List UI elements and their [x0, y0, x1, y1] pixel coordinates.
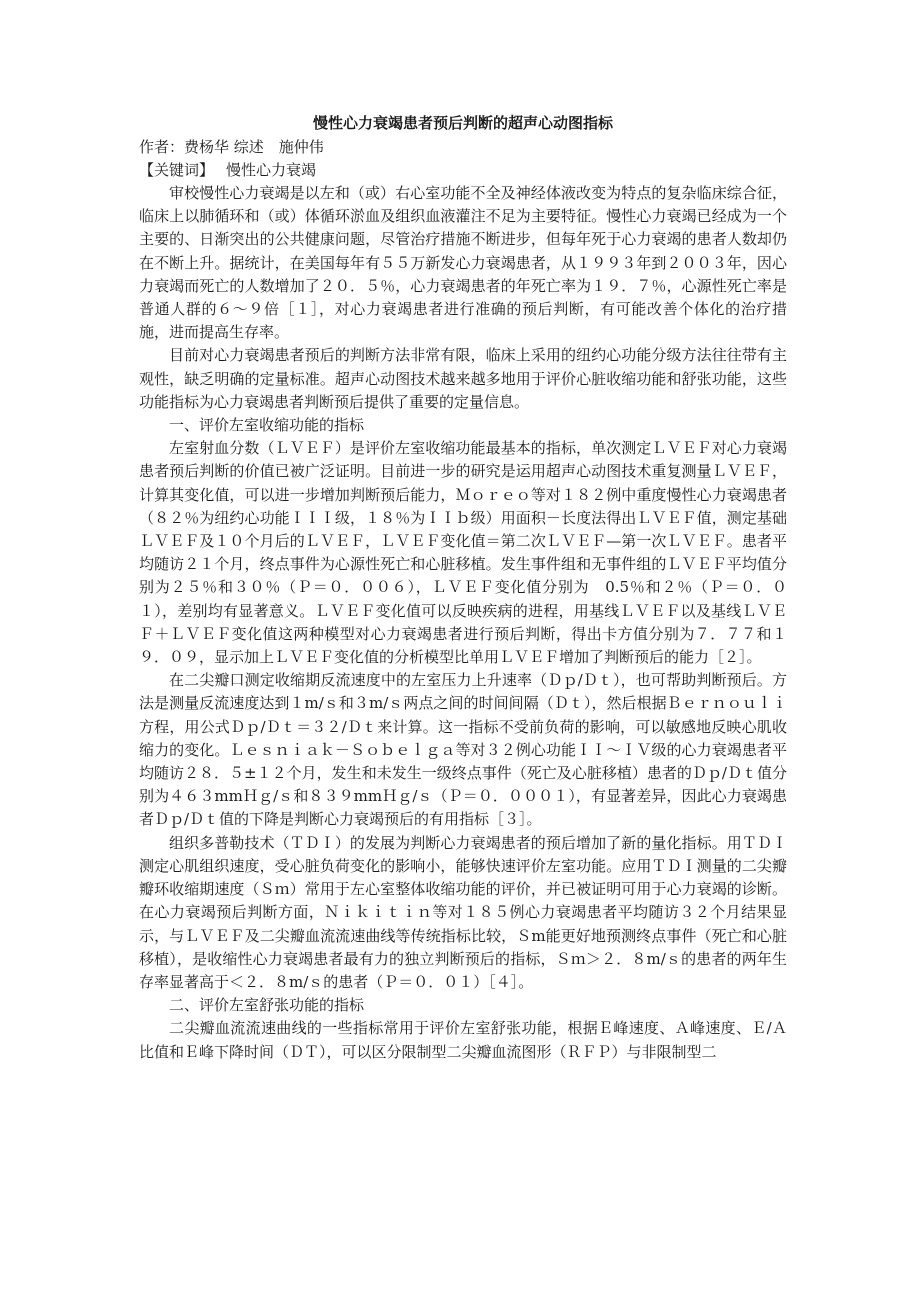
authors-label: 作者： — [139, 138, 185, 156]
keywords-line — [139, 159, 787, 182]
authors-line — [139, 136, 787, 159]
paragraph: 组织多普勒技术（ＴＤＩ）的发展为判断心力衰竭患者的预后增加了新的量化指标。用ＴＤＩ测定心肌组织速度，受心脏负荷变化的影响小，能够快速评价左室功能。应用ＴＤＩ测量的二尖瓣瓣环收缩期速度（Ｓｍ）常用于左心室整体收缩功能的评价，并已被证明可用于心力衰竭的诊断。在心力衰竭预后判断方面，Ｎｉｋｉｔｉｎ等对１８５例心力衰竭患者平均随访３２个月结果显示，与ＬＶＥＦ及二尖瓣血流流速曲线等传统指标比较，Ｓm能更好地预测终点事件（死亡和心脏移植），是收缩性心力衰竭患者最有力的独立判断预后的指标，Ｓｍ＞２．８m/ｓ的患者的两年生存率显著高于＜２．８m/ｓ的患者（Ｐ＝０．０１）［４］。 — [139, 833, 787, 991]
document-title: 慢性心力衰竭患者预后判断的超声心动图指标 — [312, 114, 613, 132]
paragraph: 在二尖瓣口测定收缩期反流速度中的左室压力上升速率（Ｄｐ/Ｄｔ），也可帮助判断预后。方法是测量反流速度达到１m/ｓ和３m/ｓ两点之间的时间间隔（Ｄｔ），然后根据Ｂｅｒｎｏｕｌｉ方程，用公式Ｄｐ/Ｄｔ＝３２/Ｄｔ来计算。这一指标不受前负荷的影响，可以敏感地反映心肌收缩力的变化。Ｌｅｓｎｉａｋ－Ｓｏｂｅｌｇａ等对３２例心功能ＩＩ～ＩＶ级的心力衰竭患者平均随访２８．５±１２个月，发生和未发生一级终点事件（死亡及心脏移植）患者的Ｄｐ/Ｄｔ值分别为４６３mmＨｇ/ｓ和８３９mmＨｇ/ｓ（Ｐ＝０．０００１），有显著差异，因此心力衰竭患者Ｄｐ/Ｄｔ值的下降是判断心力衰竭预后的有用指标［３］。 — [139, 671, 787, 829]
document-page — [139, 110, 787, 1064]
paragraph: 目前对心力衰竭患者预后的判断方法非常有限，临床上采用的纽约心功能分级方法往往带有主观性，缺乏明确的定量标准。超声心动图技术越来越多地用于评价心脏收缩功能和舒张功能，这些功能指标为心力衰竭患者判断预后提供了重要的定量信息。 — [139, 346, 787, 411]
keywords-label: 【关键词】 — [139, 161, 215, 179]
section-heading: 一、评价左室收缩功能的指标 — [169, 416, 365, 435]
authors: 费杨华 综述 施仲伟 — [184, 138, 324, 156]
paragraph: 左室射血分数（ＬＶＥＦ）是评价左室收缩功能最基本的指标，单次测定ＬＶＥＦ对心力衰竭患者预后判断的价值已被广泛证明。目前进一步的研究是运用超声心动图技术重复测量ＬＶＥＦ，计算其变化值，可以进一步增加判断预后能力，Ｍｏｒｅｏ等对１８２例中重度慢性心力衰竭患者（８２％为纽约心功能ＩＩＩ级，１８％为ＩＩｂ级）用面积－长度法得出ＬＶＥＦ值，测定基础ＬＶＥＦ及１０个月后的ＬＶＥＦ，ＬＶＥＦ变化值＝第二次ＬＶＥＦ—第一次ＬＶＥＦ。患者平均随访２１个月，终点事件为心源性死亡和心脏移植。发生事件组和无事件组的ＬＶＥＦ平均值分别为２５％和３０％（Ｐ＝０．００６），ＬＶＥＦ变化值分别为 0.5％和２％（Ｐ＝０．０１），差别均有显著意义。ＬＶＥＦ变化值可以反映疾病的进程，用基线ＬＶＥＦ以及基线ＬＶＥＦ＋ＬＶＥＦ变化值这两种模型对心力衰竭患者进行预后判断，得出卡方值分别为７．７７和１９．０９，显示加上ＬＶＥＦ变化值的分析模型比单用ＬＶＥＦ增加了判断预后的能力［２］。 — [139, 439, 787, 667]
keywords: 慢性心力衰竭 — [226, 161, 317, 179]
paragraph: 审校慢性心力衰竭是以左和（或）右心室功能不全及神经体液改变为特点的复杂临床综合征，临床上以肺循环和（或）体循环淤血及组织血液灌注不足为主要特征。慢性心力衰竭已经成为一个主要的、日渐突出的公共健康问题，尽管治疗措施不断进步，但每年死于心力衰竭的患者人数却仍在不断上升。据统计，在美国每年有５５万新发心力衰竭患者，从１９９３年到２００３年，因心力衰竭而死亡的人数增加了２０．５％，心力衰竭患者的年死亡率为１９．７％，心源性死亡率是普通人群的６～９倍［１］，对心力衰竭患者进行准确的预后判断，有可能改善个体化的治疗措施，进而提高生存率。 — [139, 184, 787, 342]
section-heading: 二、评价左室舒张功能的指标 — [169, 996, 365, 1015]
paragraph: 二尖瓣血流流速曲线的一些指标常用于评价左室舒张功能，根据Ｅ峰速度、Ａ峰速度、Ｅ/Ａ比值和Ｅ峰下降时间（ＤＴ），可以区分限制型二尖瓣血流图形（ＲＦＰ）与非限制型二 — [139, 1019, 787, 1061]
